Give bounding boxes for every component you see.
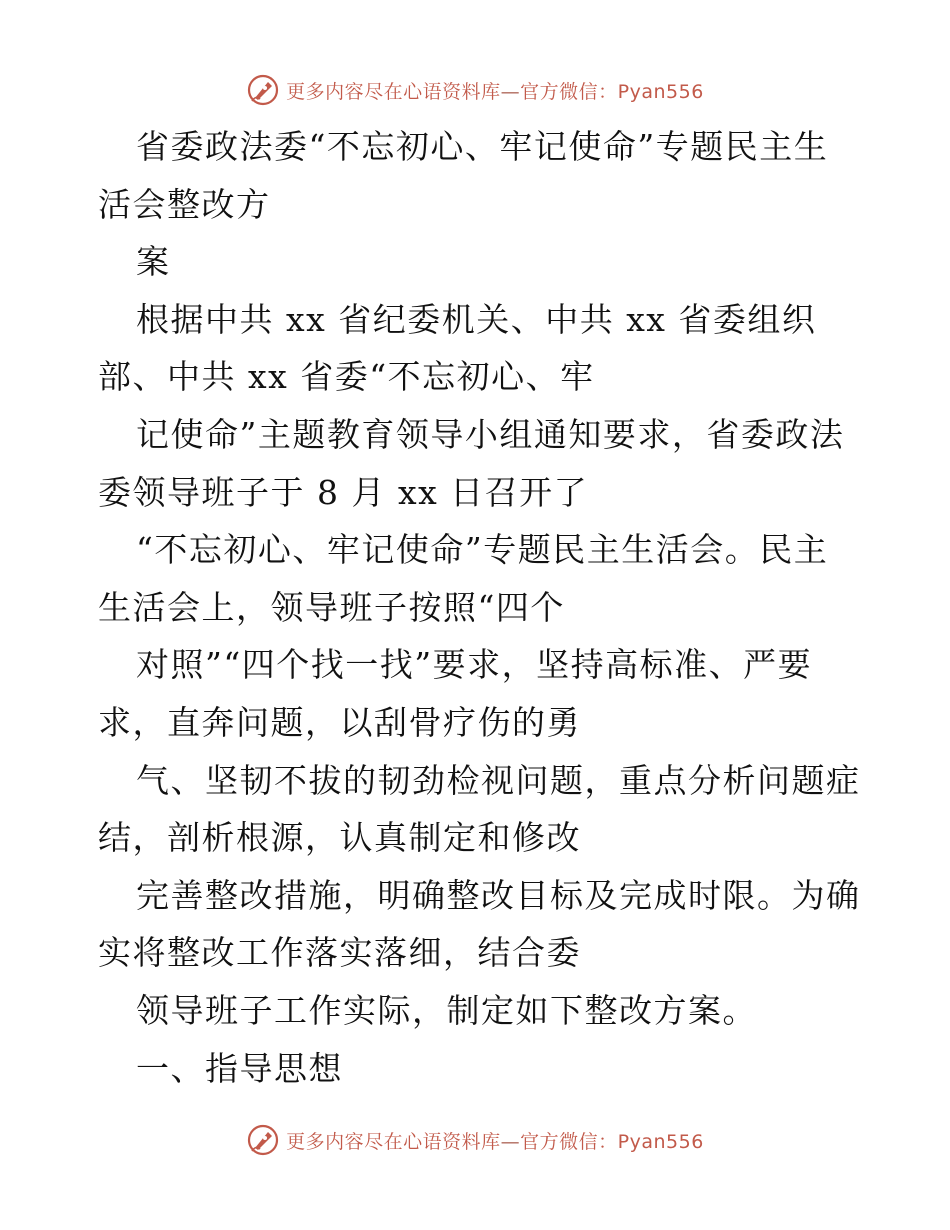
watermark-dash: — [500, 1130, 521, 1153]
document-line: 省委政法委“不忘初心、牢记使命”专题民主生 [136, 127, 829, 166]
watermark-group [246, 1123, 704, 1157]
pen-nib-logo-icon [246, 1123, 280, 1157]
watermark-dash: — [500, 80, 521, 103]
document-line: 部、中共 xx 省委“不忘初心、牢 [98, 357, 595, 397]
watermark-library-name: 更多内容尽在心语资料库 [286, 1130, 501, 1153]
watermark-library-name: 更多内容尽在心语资料库 [286, 80, 501, 103]
pen-nib-logo-icon [246, 73, 280, 107]
document-line: 活会整改方 [98, 184, 271, 224]
watermark-group [246, 73, 704, 107]
footer-watermark [0, 1120, 950, 1160]
watermark-text [286, 1127, 704, 1154]
document-line: 根据中共 xx 省纪委机关、中共 xx 省委组织 [136, 299, 817, 339]
document-body [98, 118, 861, 1097]
document-line: 领导班子工作实际，制定如下整改方案。 [136, 990, 757, 1030]
document-line: 一、指导思想 [136, 1048, 343, 1088]
document-line: 记使命”主题教育领导小组通知要求，省委政法 [136, 414, 845, 454]
document-line: 案 [136, 242, 171, 282]
document-line: 实将整改工作落实落细，结合委 [98, 933, 581, 973]
document-line: 生活会上，领导班子按照“四个 [98, 587, 565, 627]
watermark-wechat: 官方微信：Pyan556 [520, 1130, 704, 1153]
watermark-wechat: 官方微信：Pyan556 [520, 80, 704, 103]
document-line: 委领导班子于 8 月 xx 日召开了 [98, 472, 589, 512]
document-line: 气、坚韧不拔的韧劲检视问题，重点分析问题症 [136, 760, 861, 800]
document-line: “不忘初心、牢记使命”专题民主生活会。民主 [136, 530, 829, 570]
document-line: 完善整改措施，明确整改目标及完成时限。为确 [136, 875, 861, 915]
watermark-text [286, 77, 704, 104]
document-line: 对照”“四个找一找”要求，坚持高标准、严要 [136, 645, 813, 685]
document-line: 结，剖析根源，认真制定和修改 [98, 818, 581, 858]
header-watermark [0, 70, 950, 110]
document-line: 求，直奔问题，以刮骨疗伤的勇 [98, 702, 581, 742]
